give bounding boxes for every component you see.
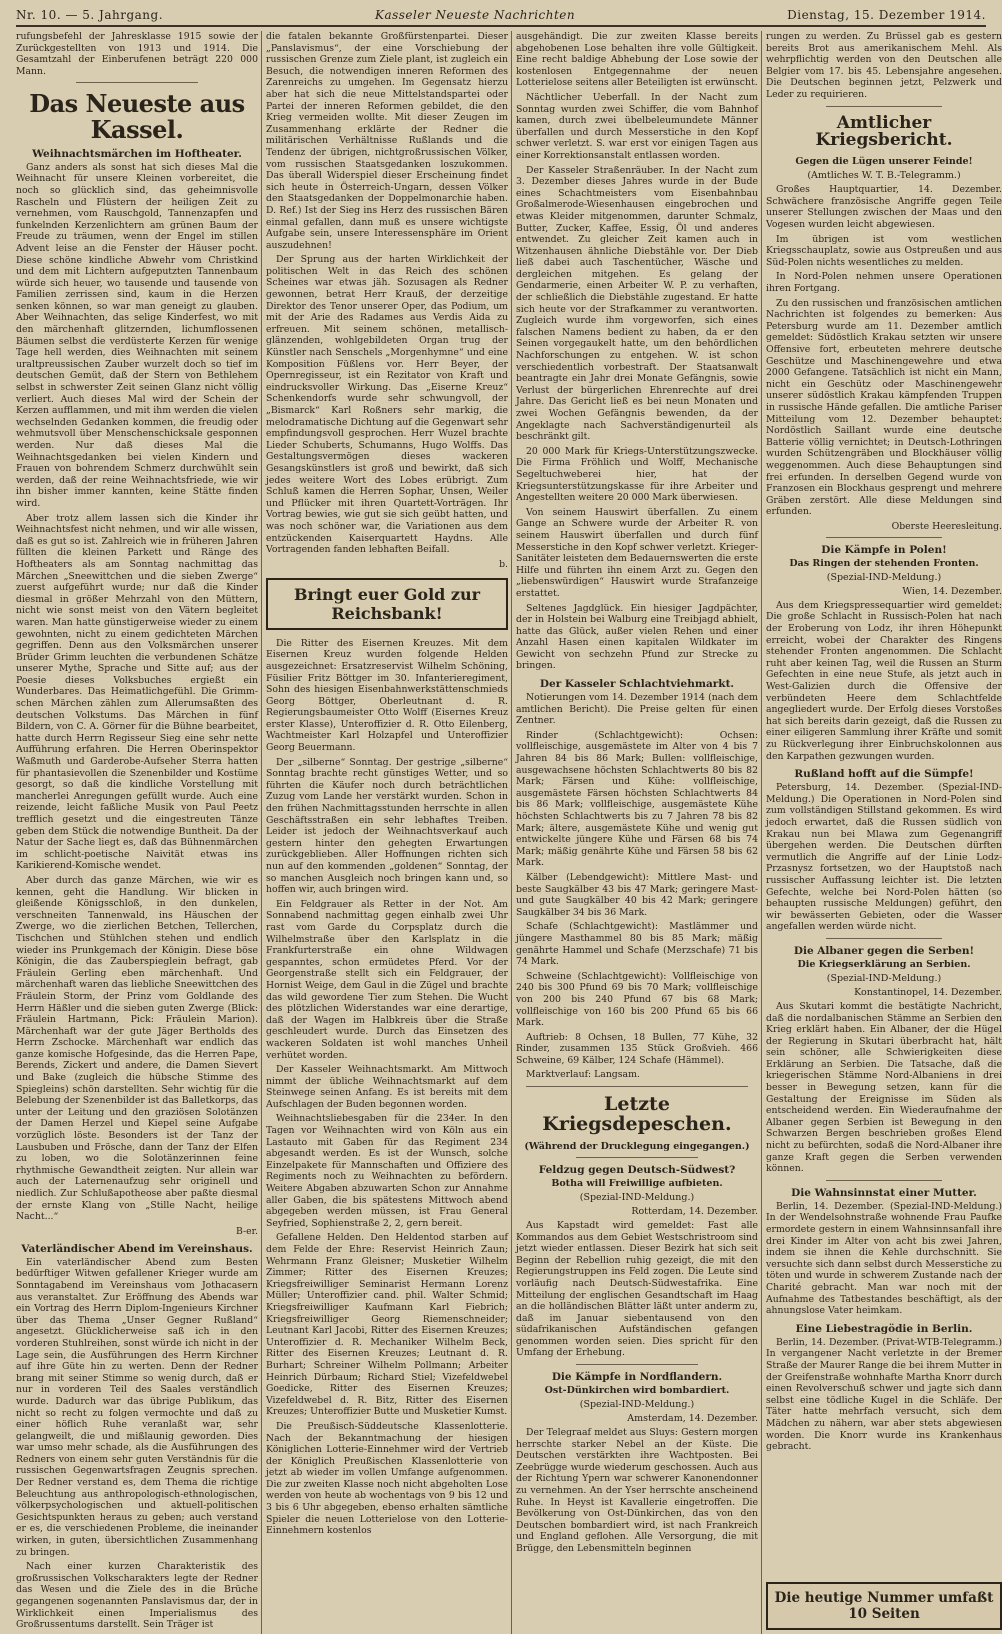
news-item: Der Kasseler Weihnachtsmarkt. Am Mittwoch nimmt der übliche Weihnachtsmarkt auf dem Steinwege seinen Anfang. Es ist bereits mit dem Aufschlagen der Buden begonnen worden.	[266, 1064, 508, 1110]
section-headline: Das Neueste aus Kassel.	[29, 89, 245, 144]
article-paragraph: rufungsbefehl der Jahresklasse 1915 sowie der Zurückgestellten von 1913 und 1914. Die Gesamtzahl der Einberufenen beträgt 220 000 Mann.	[16, 31, 258, 77]
news-item: 20 000 Mark für Kriegs-Unterstützungszwecke. Die Firma Fröhlich und Wolff, Mechanische Segeltuchweberei hier, hat der Kriegsunterstützungskasse für ihre Arbeiter und Angestellten weitere 20 000 Mark überwiesen.	[516, 445, 758, 504]
article-paragraph: Aus Kapstadt wird gemeldet: Fast alle Kommandos aus dem Gebiet Westschristroom sind jetzt wieder entlassen. Dieser Bezirk hat sich seit Beginn der Rebellion ruhig gezeigt, die mit den Regierungstruppen ins Feld zogen. Die Leute sind vorläufig nach Deutsch-Südwestafrika. Eine Mitteilung der englischen Gesandtschaft im Haag an die holländischen Blätter läßt unter anderm zu, daß im Januar siebentausend von den südafrikanischen Aufständischen gefangen genommen worden seien. Dies spricht für den Umfang der Erhebung.	[516, 1219, 758, 1359]
article-source: (Spezial-IND-Meldung.)	[579, 1191, 695, 1203]
article-subtitle: Botha will Freiwillige aufbieten.	[551, 1177, 723, 1189]
divider	[576, 1364, 698, 1365]
gold-appeal-banner: Bringt euer Gold zur Reichsbank!	[266, 578, 508, 630]
divider	[526, 1086, 748, 1087]
article-subtitle: Die Kriegserklärung an Serbien.	[797, 958, 971, 970]
article-title: Vaterländischer Abend im Vereinshaus.	[21, 1242, 253, 1255]
article-paragraph: Ganz anders als sonst hat sich dieses Mal die Weihnacht für unsere Kleinen vorbereitet, die noch so glücklich sind, das geheimnisvolle Rascheln und Flüstern der heiligen Zeit zu vernehmen, vom Rauschgold, Tannenzapfen und funkelnden Kerzenlichtern am grünen Baum der Freude zu träumen, wenn der Engel im stillen Advent leise an die Fenster der Häuser pocht. Diese schöne kindliche Abwehr vom Christkind und dem mit Lichtern aufgeputzten Tannenbaum würde sich heuer, wo tausende und tausende von Familien zerrissen sind, kaum in die Herzen senken können, so war man geneigt zu glauben. Aber Weihnachten, das selige Kinderfest, wo mit den märchenhaft glitzernden, lichumflossenen Bäumen selbst die verdüsterte Kerzen für wenige Tage hell werden, dies Weihnachten mit seinem uraltpreussischen Zauber wurzelt doch so tief im deutschen Gemüt, daß der Stern von Bethlehem selbst in schwerster Zeit seinen Glanz nicht völlig verliert. Auch dieses Mal wird der Schein der Kerzen aufflammen, und mit ihm werden die vielen wechselnden Gedanken kommen, die freudig oder wehmutsvoll über Menschenschicksale gesponnen werden. Nur daß dieses Mal die Weihnachtsgedanken bei vielen Kindern und Frauen von bohrendem Schmerz durchwühlt sein werden, daß der reine Weihnachtsfriede, wie wir ihn bisher immer kannten, keine Stätte finden wird.	[16, 161, 258, 509]
masthead	[16, 6, 986, 27]
newspaper-name: Kasseler Neueste Nachrichten	[375, 8, 576, 22]
column-3	[516, 31, 758, 1634]
article-paragraph: In Nord-Polen nehmen unsere Operationen ihren Fortgang.	[766, 271, 1002, 294]
divider	[826, 106, 942, 107]
market-paragraph: Auftrieb: 8 Ochsen, 18 Bullen, 77 Kühe, 32 Rinder, zusammen 135 Stück Großvieh. 466 Schweine, 69 Kälber, 124 Schafe (Hämmel).	[516, 1031, 758, 1066]
page-count-notice: Die heutige Nummer umfaßt 10 Seiten	[766, 1582, 1002, 1630]
article-title: Die Kämpfe in Nordflandern.	[551, 1371, 723, 1384]
article-paragraph: die fatalen bekannte Großfürstenpartei. Dieser „Panslavismus“, der eine Vorschiebung der russischen Grenze zum Ziele plant, ist zugleich ein Besuch, die notwendigen inneren Reformen des Zarenreichs zu umgehen. Im Gegensatz hierzu aber hat sich die neue Mittelstandspartei oder Partei der inneren Reformen gebildet, die den Krieg vermeiden wollte. Mit dieser Zeugen im Zusammenhang erklärte der Redner die militärischen Verhältnisse Rußlands und die Tendenz der übrigen, nichtgroßrussischen Völker, vom russischen Staatsgedanken loszukommen. Das überall Widerspiel dieser Erscheinung findet sich heute in Österreich-Ungarn, dessen Völker den Staatsgedanken der Doppelmonarchie haben. D. Ref.) Ist der Sieg ins Herz des russischen Bären einmal gefallen, dann muß es unsere wichtigste Aufgabe sein, unsere Interessensphäre im Orient auszudehnen!	[266, 31, 508, 251]
article-dateline: Amsterdam, 14. Dezember.	[627, 1413, 758, 1425]
article-source: (Spezial-IND-Meldung.)	[826, 972, 942, 984]
article-title: Die Wahnsinnstat einer Mutter.	[791, 1186, 977, 1199]
market-paragraph: Notierungen vom 14. Dezember 1914 (nach dem amtlichen Bericht). Die Preise gelten für einen Zentner.	[516, 692, 758, 727]
divider	[826, 938, 942, 939]
news-item: Ein Feldgrauer als Retter in der Not. Am Sonnabend nachmittag gegen einhalb zwei Uhr rast vom Garde du Corpsplatz durch die Wilhelmstraße über den Karlsplatz in die Frankfurterstraße ein ohne Wildwagen gespanntes, schon ermüdetes Pferd. Vor der Georgenstraße stellt sich ein Feldgrauer, der Hornist Weige, dem Gaul in die Zügel und brachte das wild gewordene Tier zum Stehen. Die Wucht des plötzlichen Widerstandes war eine derartige, daß der Wagen im Halbkreis über die Straße geschleudert wurde. Durch das Einsetzen des wackeren Soldaten ist wohl manches Unheil verhütet worden.	[266, 898, 508, 1061]
news-item: Nächtlicher Ueberfall. In der Nacht zum Sonntag wurden zwei Schiffer, die vom Bahnhof kamen, durch zwei übelbeleumundete Männer überfallen und durch Messerstiche in den Kopf schwer verletzt. S. war erst vor einigen Tagen aus einer Korrektionsanstalt entlassen worden.	[516, 91, 758, 161]
article-title: Weihnachtsmärchen im Hoftheater.	[32, 147, 242, 160]
article-dateline: Konstantinopel, 14. Dezember.	[854, 986, 1002, 998]
news-item: ausgehändigt. Die zur zweiten Klasse bereits abgehobenen Lose behalten ihre volle Gültigkeit. Eine recht baldige Abhebung der Lose sowie der kostenlosen Entgegennahme der neuen Lotterielose seitens aller Beteiligten ist erwünscht.	[516, 31, 758, 89]
article-subtitle: Das Ringen der stehenden Fronten.	[789, 557, 979, 569]
news-item: Die Preußisch-Süddeutsche Klassenlotterie. Nach der Bekanntmachung der hiesigen Königlichen Lotterie-Einnehmer wird der Vertrieb der Königlich Preußischen Klassenlotterie von jetzt ab wieder im vollen Umfange aufgenommen. Die zur zweiten Klasse noch nicht abgeholten Lose werden von heute ab wochentags von 9 bis 12 und 3 bis 6 Uhr abgegeben, ebenso erhalten sämtliche Spieler die neuen Lotterielose von den Lotterie-Einnehmern kostenlos	[266, 1420, 508, 1537]
news-item: Die Ritter des Eisernen Kreuzes. Mit dem Eisernen Kreuz wurden folgende Helden ausgezeichnet: Ersatzreservist Wilhelm Schöning, Füsilier Fritz Böttger im 30. Infanterieregiment, Sohn des hiesigen Eisenbahnwerkstättenschmieds Georg Böttger, Oberleutnant d. R. Regierungsbaumeister Otto Wolff (Eisernes Kreuz erster Klasse), Unteroffizier d. R. Otto Eilenberg, Wachtmeister Karl Holzapfel und Unteroffizier Georg Beuermann.	[266, 637, 508, 754]
article-paragraph: Petersburg, 14. Dezember. (Spezial-IND-Meldung.) Die Operationen in Nord-Polen sind zum vollständigen Stillstand gekommen. Es wird jedoch erwartet, daß die Russen südlich von Krakau nun bei Mlawa zum Gegenangriff übergehen werden. Die Deutschen dürften vermutlich die Angriffe auf der Linie Lodz-Przasnysz fortsetzen, wo der Hauptstoß nach russischer Auffassung leichter ist. Die letzten Gefechte, welche bei Nord-Polen hätten (so behaupten russische Meldungen) geführt, den wir bewässerten Gebieten, oder die Wasser angefallen werden würde nicht.	[766, 782, 1002, 933]
issue-date: Dienstag, 15. Dezember 1914.	[787, 8, 986, 22]
column-2	[266, 31, 508, 1634]
article-paragraph: Aber durch das ganze Märchen, wie wir es kennen, geht die Handlung. Wir blicken in gleißende Königsschloß, in den dunkelen, verschneiten Tannenwald, ins Häuschen der Zwerge, wo die zierlichen Betchen, Tellerchen, Tischchen und Stühlchen stehen und endlich wieder ins Prunkgemach der Königin. Diese böse Königin, die das Zauberspieglein befragt, gab Fräulein Gerling eben märchenhaft. Und märchenhaft waren das liebliche Sneewittchen des Fräulein Storm, der Prinz vom Goldlande des Herrn Häßler und die sieben guten Zwerge (Blick: Fräulein Hartmann, Pick: Fräulein Marion). Märchenhaft war der gute Jäger Bertholds des Herrn Zschocke. Märchenhaft war endlich das ganze komische Hofgesinde, das die Herren Pape, Berends, Zickert und andere, die Damen Sievert und Bake (zugleich die hübsche Stimme des Spiegleins) schön darstellten. Sehr wichtig für die Belebung der Szenenbilder ist das Balletkorps, das unter der Leitung und den graziösen Solotänzen der Damen Herzel und Kiepel seine Aufgabe vorzüglich löste. Besonders ist der Tanz der Lausbuben und Frösche, dann der Tanz der Elfen zu loben, wo die Solotänzerinnen feine rhythmische Gewandtheit zeigten. Nur allein war auch der Laternenaufzug sehr originell und niedlich. Zur Schlußapotheose aber paßte diesmal der ernste Klang von „Stille Nacht, heilige Nacht...“	[16, 874, 258, 1223]
market-paragraph: Schafe (Schlachtgewicht): Mastlämmer und jüngere Masthammel 80 bis 85 Mark; mäßig genährte Hammel und Schafe (Merzschafe) 71 bis 74 Mark.	[516, 921, 758, 968]
article-paragraph: Der Telegraaf meldet aus Sluys: Gestern morgen herrschte starker Nebel an der Küste. Die Deutschen verstärkten ihre Wachtposten. Bei Zeebrügge wurde wiederum geschossen. Auch aus der Richtung Ypern war schwerer Kanonendonner zu vernehmen. An der Yser herrschte anscheinend Ruhe. In Heyst ist Kavallerie eingetroffen. Die Bevölkerung von Ost-Dünkirchen, das von den Deutschen bombardiert wird, ist nach Frankreich und England geflohen. Alle Versorgung, die mit Brügge, den Lebensmitteln beginnen	[516, 1427, 758, 1554]
article-dateline: Rotterdam, 14. Dezember.	[631, 1205, 758, 1217]
article-paragraph: Zu den russischen und französischen amtlichen Nachrichten ist folgendes zu bemerken: Aus Petersburg wurde am 11. Dezember amtlich gemeldet: Südöstlich Krakau setzten wir unsere Offensive fort, erbeuteten mehrere deutsche Geschütze und Maschinengewehre und etwa 2000 Gefangene. Tatsächlich ist nicht ein Mann, nicht ein Geschütz oder Maschinengewehr unserer südöstlich Krakau kämpfenden Truppen in russische Hände gefallen. Die amtliche Pariser Mitteilung vom 12. Dezember behauptet: Nordöstlich Saillant wurde eine deutsche Batterie völlig vernichtet; in Deutsch-Lothringen wurden Schützengräben und Blockhäuser völlig weggenommen. Auch diese Behauptungen sind frei erfunden. In derselben Gegend wurde von Franzosen ein Blockhaus gesprengt und mehrere Gräben zerstört. Alle diese Meldungen sind erfunden.	[766, 297, 1002, 518]
article-source: (Spezial-IND-Meldung.)	[826, 571, 942, 583]
section-headline: Amtlicher Kriegsbericht.	[815, 112, 953, 151]
article-title: Die Albaner gegen die Serben!	[793, 944, 975, 957]
divider	[826, 1180, 942, 1181]
article-paragraph: Berlin, 14. Dezember. (Spezial-IND-Meldung.) In der Wendelsohnstraße wohnende Frau Paufke ermordete gestern in einem Wahnsinnsanfall ihre drei Kinder im Alter von acht bis zwei Jahren, indem sie ihnen die Kehle durchschnitt. Sie versuchte sich dann selbst durch Messerstiche zu töten und wurde in schwerem Zustande nach der Charité gebracht. Man war noch mit der Aufnahme des Tatbestandes beschäftigt, als der ahnungslose Vater heimkam.	[766, 1200, 1002, 1317]
article-title: Die Kämpfe in Polen!	[821, 543, 947, 556]
column-1	[16, 31, 258, 1634]
market-paragraph: Rinder (Schlachtgewicht): Ochsen: vollfleischige, ausgemästete im Alter von 4 bis 7 Jahren 84 bis 86 Mark; Bullen: vollfleischige, ausgewachsene höchsten Schlachtwerts 80 bis 82 Mark; Färsen und Kühe: vollfleischige, ausgemästete Färsen höchsten Schlachtwerts 84 bis 86 Mark; vollfleischige, ausgemästete Kühe höchsten Schlachtwerts bis zu 7 Jahren 78 bis 82 Mark; ältere, ausgemästete Kühe und wenig gut entwickelte jüngere Kühe und Färsen 68 bis 74 Mark; mäßig genährte Kühe und Färsen 58 bis 62 Mark.	[516, 729, 758, 869]
news-item: Der Kasseler Straßenräuber. In der Nacht zum 3. Dezember dieses Jahres wurde in der Bude eines Schachtmeisters vom Eisenbahnbau Großalmerode-Wiesenhausen eingebrochen und etwas Kleider mitgenommen, darunter Schmalz, Butter, Zucker, Kaffee, Essig, Öl und anderes entwendet. Zu gleicher Zeit kamen auch in Witzenhausen ähnliche Diebstähle vor. Der Dieb ließ dabei auch Taschentücher, Wäsche und dergleichen mitgehen. Es gelang der Gendarmerie, einen Arbeiter W. P. zu verhaften, der schließlich die Diebstähle zugestand. Er hatte sich heute vor der Strafkammer zu verantworten. Zugleich wurde ihm vorgeworfen, sich eines falschen Namens bedient zu haben, da er den Seinen vorgegaukelt hatte, um den behördlichen Nachforschungen zu entgehen. W. ist schon verschiedentlich vorbestraft. Der Staatsanwalt beantragte ein Jahr drei Monate Gefängnis, sowie Verlust der bürgerlichen Ehrenrechte auf drei Jahre. Das Gericht ließ es bei neun Monaten und zwei Wochen Gefängnis bewenden, da der Angeklagte nach Sachverständigenurteil als beschränkt gilt.	[516, 164, 758, 443]
article-paragraph: Im übrigen ist vom westlichen Kriegsschauplatz, sowie aus Ostpreußen und aus Süd-Polen nichts wesentliches zu melden.	[766, 233, 1002, 268]
article-paragraph: Berlin, 14. Dezember. (Privat-WTB-Telegramm.) In vergangener Nacht verletzte in der Bremer Straße der Maurer Range die bei ihrem Mutter in der Greifenstraße wohnhafte Martha Knorr durch einen Revolverschuß schwer und jagte sich dann selbst eine tödliche Kugel in die Schläfe. Der Täter hatte mehrfach versucht, sich dem Mädchen zu nähern, war aber stets abgewiesen worden. Die Knorr wurde ins Krankenhaus gebracht.	[766, 1336, 1002, 1453]
market-paragraph: Marktverlauf: Langsam.	[526, 1069, 640, 1081]
author-signature: Oberste Heeresleitung.	[891, 520, 1002, 532]
news-item: Weihnachtsliebesgaben für die 234er. In den Tagen vor Weihnachten wird von Köln aus ein Lastauto mit Gaben für das Regiment 234 abgesandt werden. Es ist der Wunsch, solche Einzelpakete für Mannschaften und Offiziere des Regiments noch zu Weihnachten zu befördern. Weitere Abgaben abzuwarten Schon zur Annahme aller Gaben, die bis spätestens Mittwoch abend abgegeben werden müssen, ist Frau General Seyfried, Sophienstraße 2, 2, gern bereit.	[266, 1113, 508, 1229]
article-paragraph: rungen zu werden. Zu Brüssel gab es gestern bereits Brot aus amerikanischem Mehl. Als wehrpflichtig werden von den Deutschen alle Belgier vom 17. bis 45. Lebensjahre angesehen. Die Deutschen beginnen jetzt, Pelzwerk und Leder zu requirieren.	[766, 31, 1002, 100]
article-paragraph: Aber trotz allem lassen sich die Kinder ihr Weihnachtsfest nicht nehmen, und wir alle wissen, daß es gut so ist. Zahlreich wie in früheren Jahren füllten die kleinen Parkett und Ränge des Hoftheaters als am Sonntag nachmittag das Märchen „Sneewittchen und die sieben Zwerge“ zuerst aufgeführt wurde; nur daß die Kinder diesmal in größer Mehrzahl von den Müttern, nicht wie sonst meist von den Vätern begleitet waren. Man hatte günstigerweise wieder zu einem gewohnten, nicht zu einem gedichteten Märchen gegriffen. Denn aus den Volksmärchen unserer Brüder Grimm leuchten die verbundenen Schätze unserer Mythe, Sprache und Sitte auf; aus der Poesie dieses Volksbuches ergießt ein Wunderbares. Das Heimatlichgefühl. Die Grimmschen Märchen zählen zum Allerumsaßten des deutschen Volkstums. Das Märchen in fünf Bildern, von C. A. Görner für die Bühne bearbeitet, hatte durch Herrn Regisseur Sieg eine sehr nette Aufführung erfahren. Die Herren Oberinspektor Waßmuth und Garderobe-Aufseher Sterra hatten für phantasievollen die Szenenbilder und Kostüme gesorgt, so daß die kindliche Vorstellung mit mancherlei Anregungen gefüllt wurde. Auch eine reizende, leicht faßliche Musik von Paul Peetz trefflich gesetzt und die eingestreuten Tänze geben dem Stück die notwendige Buntheit. Da der Natur der Sache liegt es, daß das Bühnenmärchen im schlicht-poetische Naivität etwas ins Karikierend-Komische wendet.	[16, 512, 258, 872]
divider	[576, 1157, 698, 1158]
article-title: Rußland hofft auf die Sümpfe!	[794, 768, 974, 781]
column-4	[766, 31, 1002, 1634]
article-paragraph: Aus dem Kriegspressequartier wird gemeldet: Die große Schlacht in Russisch-Polen hat nach der Eroberung von Lodz, ihr ihren Höhepunkt erreicht, wobei der Charakter des Ringens stehender Fronten angenommen. Die Schlacht ruht aber keinen Tag, weil die Russen an Sturm Gefechten in eine neue Stufe, als jetzt auch in West-Galizien durch die Offensive der verbündeten Heere dem Schlachtfelde angegliedert wurde. Der Erfolg dieses Vorstoßes hat sich bereits darin gezeigt, daß die Russen zu einer eiligeren Sammlung ihrer Kräfte und somit zu Rückverlegung ihrer Einbruchskolonnen aus den Karpathen gezwungen wurden.	[766, 599, 1002, 762]
news-item: Von seinem Hauswirt überfallen. Zu einem Gange an Schwere wurde der Arbeiter R. von seinem Hauswirt überfallen und durch fünf Messerstiche in den Kopf schwer verletzt. Krieger-Sanitäter leisteten dem Bedauernswerten die erste Hilfe und führten ihn einem Arzt zu. Gegen den „liebenswürdigen“ Hauswirt wurde Strafanzeige erstattet.	[516, 506, 758, 599]
news-item: Der „silberne“ Sonntag. Der gestrige „silberne“ Sonntag brachte recht günstiges Wetter, und so führten die Käufer noch durch beträchtlichen Zuzug vom Lande her verstärkt wurden. Schon in den frühen Nachmittagsstunden herrschte in allen Geschäftsstraßen ein sehr lebhaftes Treiben. Leider ist jedoch der Weihnachtsverkauf auch gestern hinter den gehegten Erwartungen zurückgeblieben. Aller Hoffnungen richten sich nun auf den kommenden „goldenen“ Sonntag, der so manchen Ausgleich noch bringen kann und, so hoffen wir, auch bringen wird.	[266, 756, 508, 896]
article-paragraph: Der Sprung aus der harten Wirklichkeit der politischen Welt in das Reich des schönen Scheines war etwas jäh. Sozusagen als Redner gewonnen, betrat Herr Krauß, der derzeitige Direktor des Tenor unserer Oper, das Podium, um mit der Arie des Radames aus Verdis Aida zu erfreuen. Mit seinem schönen, metallisch-glänzenden, wohlgebildeten Organ trug der Künstler nach Senschels „Morgenhymne“ und eine Komposition Füßlens vor. Herr Beyer, der Opernregisseur, ist ein Rezitator von Kraft und eindrucksvoller Wirkung. Das „Eiserne Kreuz“ Schenkendorfs wurde sehr schwungvoll, der „Bismarck“ Karl Roßners sehr markig, die melodramatische Dichtung auf die Gegenwart sehr empfindungsvoll gesprochen. Herr Wuzel brachte Lieder Schuberts, Schumanns, Hugo Wolffs. Das Gestaltungsvermögen dieses wackeren Gesangskünstlers ist groß und bewirkt, daß sich jedes weitere Wort des Lobes erübrigt. Zum Schluß kamen die Herren Sophar, Unsen, Weiler und Pflücker mit ihren Quartett-Vorträgen. Ihr Vortrag bewies, wie gut sie sich geübt hatten, und was noch schöner war, die Variationen aus dem entzückenden Kaiserquartett Haydns. Alle Vortragenden fanden lebhaften Beifall.	[266, 254, 508, 556]
article-title: Feldzug gegen Deutsch-Südwest?	[538, 1163, 736, 1176]
author-signature: b.	[499, 558, 508, 570]
columns	[16, 31, 1002, 1631]
market-paragraph: Kälber (Lebendgewicht): Mittlere Mast- und beste Saugkälber 43 bis 47 Mark; geringere Mast- und gute Saugkälber 40 bis 42 Mark; geringere Saugkälber 34 bis 36 Mark.	[516, 871, 758, 918]
article-source: (Amtliches W. T. B.-Telegramm.)	[807, 170, 961, 182]
section-headline: Letzte Kriegsdepeschen.	[542, 1093, 732, 1135]
news-item: Gefallene Helden. Den Heldentod starben auf dem Felde der Ehre: Reservist Heinrich Zaun; Wehrmann Franz Gleisner; Musketier Wilhelm Zimmer; Ritter des Eisernen Kreuzes; Kriegsfreiwilliger Seminarist Hermann Lorenz Müller; Unteroffizier cand. phil. Walter Schmid; Kriegsfreiwilliger Kaufmann Karl Fiebrich; Kriegsfreiwilliger Georg Riemenschneider; Leutnant Karl Jacobi, Ritter des Eisernen Kreuzes; Unteroffizier d. R. Mechaniker Wilhelm Beck, Ritter des Eisernen Kreuzes; Leutnant d. R. Burhart; Schreiner Wilhelm Pollmann; Arbeiter Heinrich Dürbaum; Richard Stiel; Vizefeldwebel Goedicke, Ritter des Eisernen Kreuzes; Vizefeldwebel d. R. Bitz, Ritter des Eisernen Kreuzes; Unteroffizier Butte und Musketier Kumst.	[266, 1232, 508, 1418]
article-source: (Spezial-IND-Meldung.)	[579, 1399, 695, 1411]
headline-note: (Während der Drucklegung eingegangen.)	[524, 1140, 750, 1152]
divider	[826, 537, 942, 538]
article-title: Eine Liebestragödie in Berlin.	[795, 1322, 973, 1335]
divider	[76, 82, 198, 83]
article-paragraph: Aus Skutari kommt die bestätigte Nachricht, daß die nordalbanischen Stämme an Serbien den Krieg erklärt haben. Ein Albaner, der die Hügel der Regierung in Skutari überbracht hat, hält sein schöner, alle Schwierigkeiten diese Erklärung an Serbien. Die Tatsache, daß die kriegerischen Stämme Nord-Albaniens in drei besser in Bewegung setzen, kann für die Gestaltung der Ereignisse im Süden als entscheidend werden. Ein Wiederaufnahme der Albaner gegen Serbien ist Bewegung in den Schwarzen Bergen beschrieben großes Elend nicht zu befürchten, sodaß die Nord-Albaner ihre ganze Kraft gegen die Serben verwenden können.	[766, 1000, 1002, 1175]
article-paragraph: Nach einer kurzen Charakteristik des großrussischen Volkscharakters legte der Redner das Wesen und die Ziele des in die Brüche gegangenen sogenannten Panslavismus dar, der in Wirklichkeit einen Imperialismus des Großrussentums darstellt. Sein Träger ist	[16, 1561, 258, 1631]
article-paragraph: Ein vaterländischer Abend zum Besten bedürftiger Witwen gefallener Krieger wurde am Sonntagabend im Vereinshaus vom Jothacasern aus veranstaltet. Zur Eröffnung des Abends war ein Vortrag des Herrn Diplom-Ingenieurs Kirchner über das Thema „Unser Gegner Rußland“ angesetzt. Glücklicherweise saß ich in den vorderen Stuhlreihen, sonst würde ich nicht in der Lage sein, die Ausführungen des Herrn Kirchner auf ihre Güte hin zu werten. Denn der Redner brang mit seiner Stimme so wenig durch, daß er nur in vorderen Teil des Saales verständlich wurde. Dadurch war das übrige Publikum, das nicht so recht zu folgen vermochte und daß zu einer höflich Ruhe veranlaßt war, sehr gelangweilt, die und mißlaunig geworden. Dies war umso mehr schade, als die Ausführungen des Redners von einem sehr guten Verständnis für die russischen Gegenwartsfragen Zeugnis sprechen. Der Redner verstand es, dem Thema die richtige Beleuchtung aus anthropologisch-ethnologischen, völkerpsychologischen und aktuell-politischen Gesichtspunkten heraus zu geben; auch verstand er es, die verschiedenen Probleme, die ineinander wirken, in guten, übersichtlichen Zusammenhang zu bringen.	[16, 1256, 258, 1558]
author-signature: B-er.	[235, 1225, 258, 1237]
article-paragraph: Großes Hauptquartier, 14. Dezember. Schwächere französische Angriffe gegen Teile unserer Stellungen zwischen der Maas und den Vogesen wurden leicht abgewiesen.	[766, 184, 1002, 231]
issue-number: Nr. 10. — 5. Jahrgang.	[16, 8, 164, 22]
article-dateline: Wien, 14. Dezember.	[902, 585, 1002, 597]
market-paragraph: Schweine (Schlachtgewicht): Vollfleischige von 240 bis 300 Pfund 69 bis 70 Mark; vollfleischige von 200 bis 240 Pfund 67 bis 68 Mark; vollfleischige von 160 bis 200 Pfund 65 bis 66 Mark.	[516, 970, 758, 1029]
article-subtitle: Ost-Dünkirchen wird bombardiert.	[544, 1385, 730, 1397]
article-title: Der Kasseler Schlachtviehmarkt.	[539, 678, 735, 691]
news-item: Seltenes Jagdglück. Ein hiesiger Jagdpächter, der in Holstein bei Walburg eine Treibjagd abhielt, hatte das Glück, außer vielen Rehen und einer Anzahl Hasen einen kapitalen Wildkater im Gewicht von sechzehn Pfund zur Strecke zu bringen.	[516, 602, 758, 672]
headline-note: Gegen die Lügen unserer Feinde!	[795, 156, 973, 168]
